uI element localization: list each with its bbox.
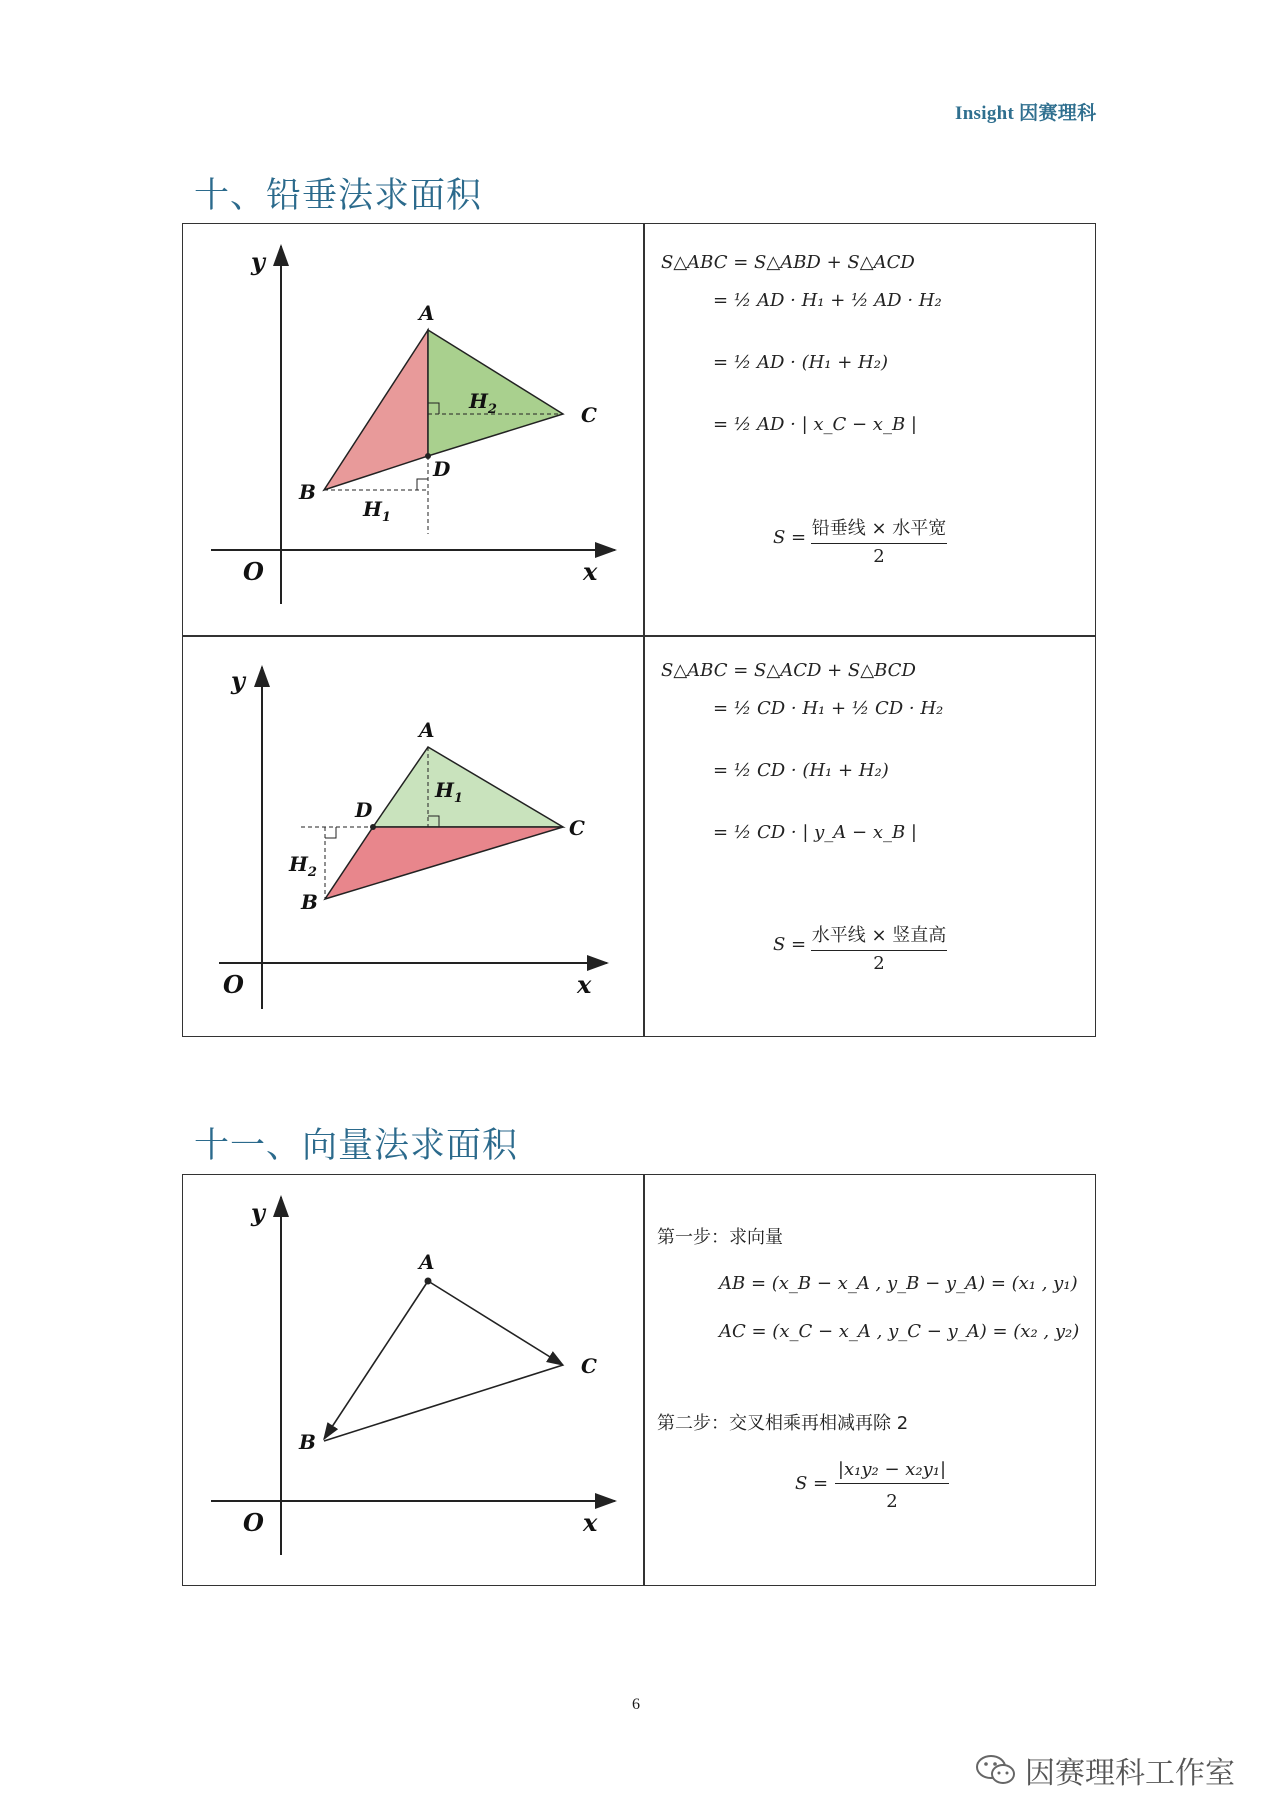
vertical-method-panel xyxy=(182,223,1096,1037)
formula-line: = ½ AD · | x_C − x_B | xyxy=(713,414,917,435)
right-angle-mark xyxy=(417,479,428,490)
point-a-label: A xyxy=(419,718,435,742)
triangle-abd xyxy=(324,330,428,490)
h2-label: $H_2$ xyxy=(289,852,317,880)
figure-vector xyxy=(183,1175,643,1585)
vector-ab xyxy=(324,1281,428,1439)
formula-line: S△ABC = S△ACD + S△BCD xyxy=(661,660,916,681)
formula-final-numerator: 水平线 × 竖直高 xyxy=(811,921,947,951)
h1-label: $H_1$ xyxy=(363,497,391,525)
right-angle-mark xyxy=(325,827,336,838)
panel-divider xyxy=(643,1175,645,1585)
point-a-label: A xyxy=(419,1250,435,1274)
x-axis-label: x xyxy=(577,970,592,999)
point-c-label: C xyxy=(569,816,585,840)
origin-label: O xyxy=(243,1508,264,1537)
triangle-acd xyxy=(373,747,563,827)
section-title-vector-method: 十一、向量法求面积 xyxy=(194,1126,519,1166)
vector-ab-formula: AB = (x_B − x_A , y_B − y_A) = (x₁ , y₁) xyxy=(719,1273,1078,1294)
point-d xyxy=(425,453,431,459)
point-d xyxy=(370,824,376,830)
watermark-text: 因赛理科工作室 xyxy=(1025,1756,1235,1791)
y-axis-label: y xyxy=(251,247,265,276)
formula-final-denominator: 2 xyxy=(873,546,885,567)
figure-horizontal-line xyxy=(183,637,643,1038)
formula-line: = ½ AD · (H₁ + H₂) xyxy=(713,352,888,373)
point-c-label: C xyxy=(581,1354,597,1378)
vector-method-panel xyxy=(182,1174,1096,1586)
area-final-s: S = xyxy=(795,1473,829,1494)
triangle-bcd xyxy=(325,827,563,899)
point-b-label: B xyxy=(299,1430,316,1454)
triangle-acd xyxy=(428,330,563,456)
formula-line: = ½ AD · H₁ + ½ AD · H₂ xyxy=(713,290,942,311)
y-axis-label: y xyxy=(251,1198,265,1227)
section-title-vertical-method: 十、铅垂法求面积 xyxy=(194,176,483,216)
formula-final-denominator: 2 xyxy=(873,953,885,974)
point-a-label: A xyxy=(419,301,435,325)
formula-line: = ½ CD · | y_A − x_B | xyxy=(713,822,917,843)
page-number: 6 xyxy=(632,1696,640,1713)
formula-final-s: S = xyxy=(773,527,807,548)
x-axis-label: x xyxy=(583,557,598,586)
formula-final-numerator: 铅垂线 × 水平宽 xyxy=(811,514,947,544)
point-d-label: D xyxy=(355,798,373,822)
point-b-label: B xyxy=(301,890,318,914)
x-axis-label: x xyxy=(583,1508,598,1537)
y-axis-label: y xyxy=(231,666,245,695)
origin-label: O xyxy=(243,557,264,586)
area-final-numerator: |x₁y₂ − x₂y₁| xyxy=(835,1459,949,1484)
wechat-icon xyxy=(975,1753,1017,1787)
area-final-denominator: 2 xyxy=(886,1491,898,1512)
point-b-label: B xyxy=(299,480,316,504)
formula-line: = ½ CD · H₁ + ½ CD · H₂ xyxy=(713,698,944,719)
formula-final-s: S = xyxy=(773,934,807,955)
origin-label: O xyxy=(223,970,244,999)
brand-header: Insight 因赛理科 xyxy=(955,103,1097,124)
watermark xyxy=(975,1748,1235,1792)
h2-label: $H_2$ xyxy=(469,389,497,417)
vector-ac-formula: AC = (x_C − x_A , y_C − y_A) = (x₂ , y₂) xyxy=(719,1321,1080,1342)
step-one-text: 第一步：求向量 xyxy=(657,1227,783,1248)
formula-line: S△ABC = S△ABD + S△ACD xyxy=(661,252,915,273)
panel-divider xyxy=(643,224,645,1036)
formula-line: = ½ CD · (H₁ + H₂) xyxy=(713,760,889,781)
point-c-label: C xyxy=(581,403,597,427)
step-two-text: 第二步：交叉相乘再相减再除 2 xyxy=(657,1413,909,1434)
segment-bc xyxy=(324,1365,563,1441)
point-d-label: D xyxy=(433,457,451,481)
point-a xyxy=(425,1278,432,1285)
figure-vertical-line xyxy=(183,224,643,635)
h1-label: $H_1$ xyxy=(435,778,463,806)
vector-ac xyxy=(428,1281,563,1365)
